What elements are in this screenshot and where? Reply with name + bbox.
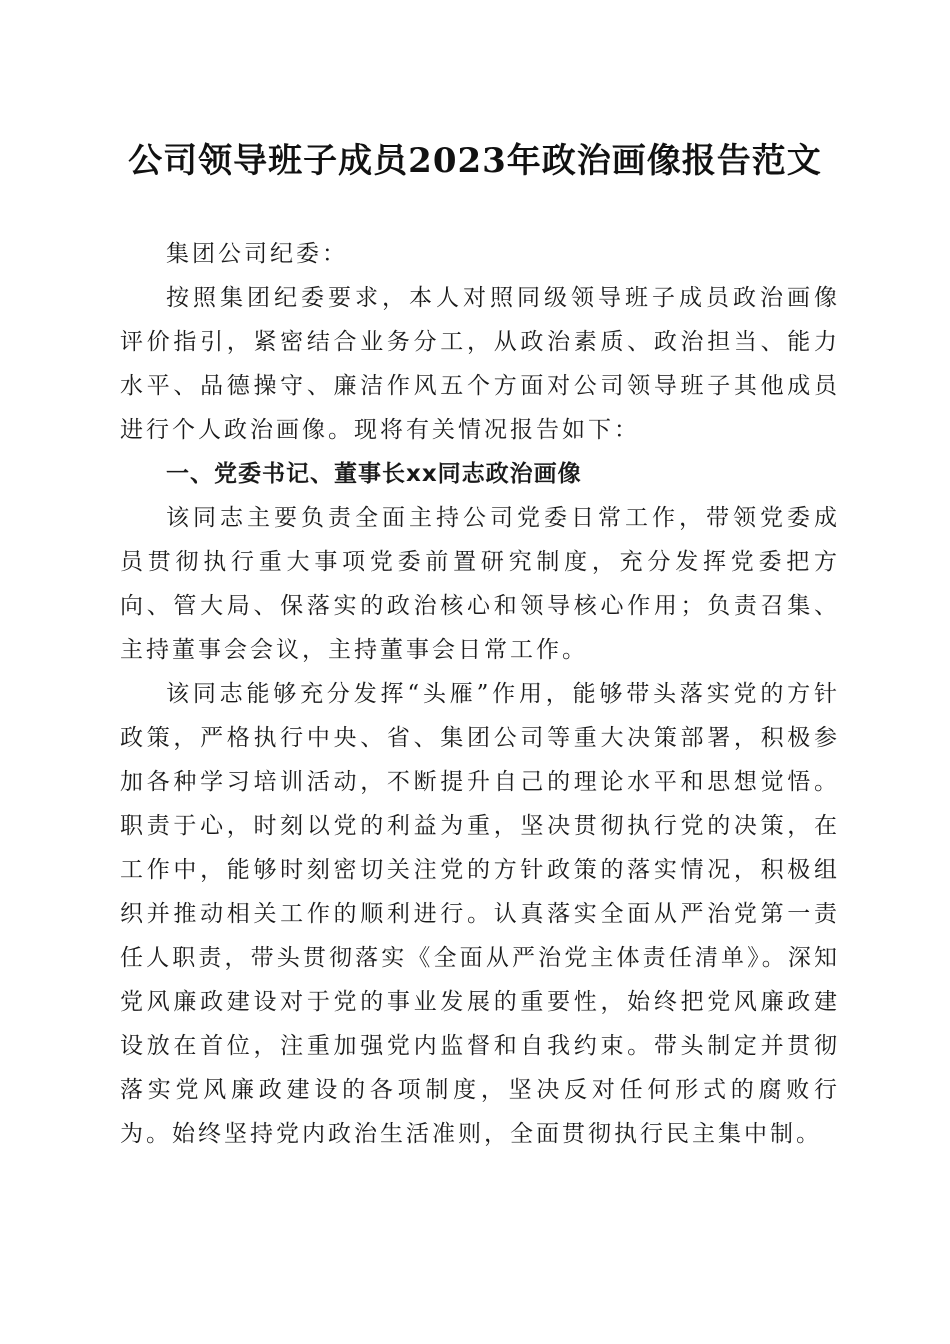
body-paragraph-duties: 该同志主要负责全面主持公司党委日常工作，带领党委成员贯彻执行重大事项党委前置研究制度，充分发挥党委把方向、管大局、保落实的政治核心和领导核心作用；负责召集、主持董事会会议，主持董事会日常工作。 bbox=[120, 505, 840, 663]
salutation: 集团公司纪委： bbox=[166, 241, 348, 267]
document-title: 公司领导班子成员2023年政治画像报告范文 bbox=[128, 141, 822, 181]
document-body bbox=[120, 232, 840, 1156]
intro-paragraph: 按照集团纪委要求，本人对照同级领导班子成员政治画像评价指引，紧密结合业务分工，从政治素质、政治担当、能力水平、品德操守、廉洁作风五个方面对公司领导班子其他成员进行个人政治画像。现将有关情况报告如下： bbox=[120, 285, 840, 443]
body-paragraph-assessment: 该同志能够充分发挥“头雁”作用，能够带头落实党的方针政策，严格执行中央、省、集团公司等重大决策部署，积极参加各种学习培训活动，不断提升自己的理论水平和思想觉悟。职责于心，时刻以党的利益为重，坚决贯彻执行党的决策，在工作中，能够时刻密切关注党的方针政策的落实情况，积极组织并推动相关工作的顺利进行。认真落实全面从严治党第一责任人职责，带头贯彻落实《全面从严治党主体责任清单》。深知党风廉政建设对于党的事业发展的重要性，始终把党风廉政建设放在首位，注重加强党内监督和自我约束。带头制定并贯彻落实党风廉政建设的各项制度，坚决反对任何形式的腐败行为。始终坚持党内政治生活准则，全面贯彻执行民主集中制。 bbox=[120, 681, 840, 1147]
section-heading: 一、党委书记、董事长xx同志政治画像 bbox=[166, 461, 582, 487]
